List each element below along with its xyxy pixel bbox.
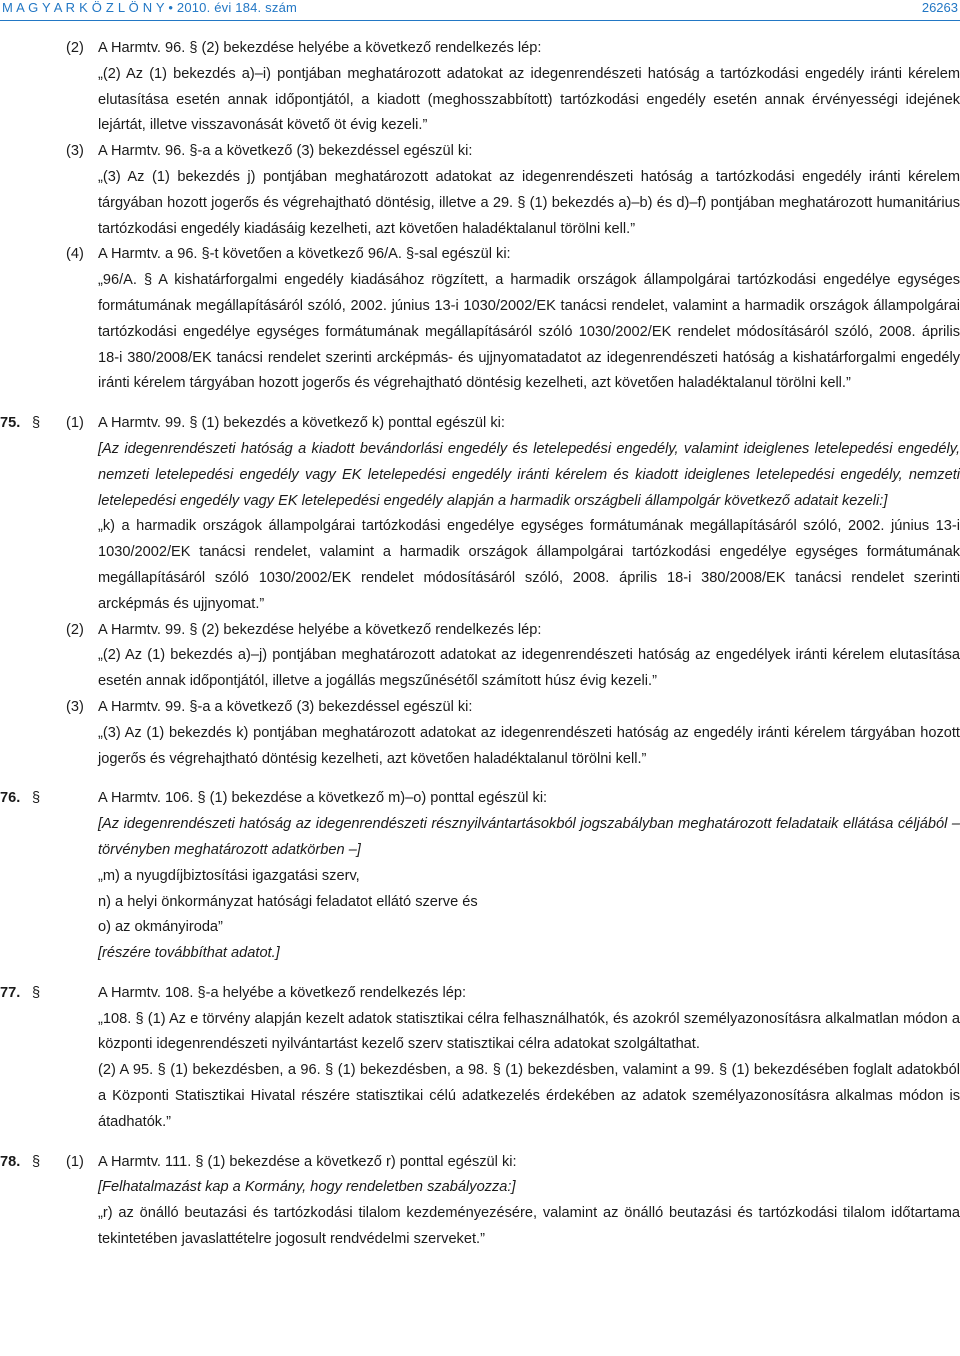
amendment-quote: „k) a harmadik országok állampolgárai tartózkodási engedélye egységes formátumának megállapításáról szóló, 2002. június 13-i 1030/2002/EK tanácsi rendelet, valamint a harmadik országok állampolgárai tartózkodási engedélye egységes formátumának megállapításáról szóló 1030/2002/EK rendelet módosításáról szóló, 2008. április 18-i 380/2008/EK tanácsi rendelet szerinti arcképmás és ujjnyomat.” [98, 518, 960, 612]
context-italic: [Az idegenrendészeti hatóság a kiadott bevándorlási engedély és letelepedési engedély, valamint ideiglenes letelepedési engedély, nemzeti letelepedési engedély vagy EK letelepedési engedély iránti kérelem és kiadott ideiglenes letelepedési engedély, nemzeti letelepedési engedély vagy EK letelepedési engedély alapján a harmadik országbeli állampolgár következő adatait kezeli:] [98, 440, 960, 509]
section-number: 77. [0, 984, 21, 1001]
section-76 [0, 786, 960, 967]
subsection-intro: A Harmtv. 96. §-a a következő (3) bekezdéssel egészül ki: [98, 143, 473, 160]
section-number: 76. [0, 790, 21, 807]
context-italic-closing: [részére továbbíthat adatot.] [98, 945, 280, 962]
subsection-label: (4) [66, 246, 84, 263]
subsection-label: (2) [66, 40, 84, 56]
amendment-quote: „(2) Az (1) bekezdés a)–j) pontjában meghatározott adatokat az idegenrendészeti hatóság az engedélyek iránti kérelem elutasítása esetén annak időpontjától, illetve a jogállás megszűnésétől számított húsz évig kezeli.” [98, 647, 960, 690]
section-sign: § [32, 1153, 41, 1170]
section-75-3 [0, 695, 960, 772]
subsection-intro: A Harmtv. 99. § (1) bekezdés a következő k) ponttal egészül ki: [98, 415, 505, 432]
section-number: 75. [0, 415, 21, 432]
amendment-quote: „r) az önálló beutazási és tartózkodási tilalom kezdeményezésére, valamint az önálló beutazási és tartózkodási tilalom időtartama tekintetében javaslattételre jogosult rendvédelmi szerveket.” [98, 1205, 960, 1248]
context-italic: [Az idegenrendészeti hatóság az idegenrendészeti résznyilvántartásokból jogszabályban meghatározott feladataik ellátása céljából – törvényben meghatározott adatkörben –] [98, 816, 960, 858]
section-intro: A Harmtv. 106. § (1) bekezdése a következő m)–o) ponttal egészül ki: [98, 790, 548, 807]
header-rule [0, 20, 960, 21]
section-75-2 [0, 618, 960, 695]
section-number: 78. [0, 1153, 21, 1170]
section-77 [0, 981, 960, 1136]
subsection-intro: A Harmtv. 99. § (2) bekezdése helyébe a következő rendelkezés lép: [98, 621, 542, 638]
subsection-intro: A Harmtv. 99. §-a a következő (3) bekezdéssel egészül ki: [98, 698, 473, 715]
amendment-quote: „(3) Az (1) bekezdés k) pontjában meghatározott adatokat az idegenrendészeti hatóság az engedély iránti kérelem tárgyában hozott jogerős és végrehajtható döntésig kezelheti, azt követően haladéktalanul törölni kell.” [98, 724, 960, 767]
amendment-quote-2: (2) A 95. § (1) bekezdésben, a 96. § (1) bekezdésben, a 98. § (1) bekezdésben, valamint a 99. § (1) bekezdésében foglalt adatokból a Központi Statisztikai Hivatal részére statisztikai célú adatkezelés érdekében az adatok személyazonosításra alkalmas módon is átadhatók.” [98, 1062, 960, 1130]
subsection-label: (2) [66, 621, 84, 638]
list-item-m: „m) a nyugdíjbiztosítási igazgatási szerv, [98, 867, 360, 884]
section-75 [0, 411, 960, 617]
list-item-o: o) az okmányiroda” [98, 919, 223, 936]
subsection-label: (1) [66, 415, 84, 432]
section-sign: § [32, 984, 41, 1001]
paragraph-74-4 [0, 242, 960, 397]
section-sign: § [32, 415, 41, 432]
amendment-quote: „(2) Az (1) bekezdés a)–i) pontjában meghatározott adatokat az idegenrendészeti hatóság a tartózkodási engedély iránti kérelem elutasítása esetén annak időpontjától, a kiadott (meghosszabbított) tartózkodási engedély esetén annak érvényességi idejének lejártát, illetve visszavonását követő öt évig kezeli.” [98, 65, 960, 134]
subsection-intro: A Harmtv. 111. § (1) bekezdése a következő r) ponttal egészül ki: [98, 1153, 517, 1170]
amendment-quote: „108. § (1) Az e törvény alapján kezelt adatok statisztikai célra felhasználhatók, és azokról személyazonosításra alkalmatlan módon a központi idegenrendészeti nyilvántartást kezelő szerv statisztikai célra adatokat szolgáltathat. [98, 1010, 960, 1053]
subsection-intro: A Harmtv. 96. § (2) bekezdése helyébe a következő rendelkezés lép: [98, 40, 542, 56]
section-sign: § [32, 790, 41, 807]
journal-title: M A G Y A R K Ö Z L Ö N Y • 2010. évi 184. szám [2, 0, 298, 15]
amendment-quote: „96/A. § A kishatárforgalmi engedély kiadásához rögzített, a harmadik országok állampolgárai tartózkodási engedélye egységes formátumának megállapításáról szóló, 2002. június 13-i 1030/2002/EK tanácsi rendelet, valamint a harmadik országok állampolgárai tartózkodási engedélye egységes formátumának megállapításáról szóló 1030/2002/EK rendelet módosításáról szóló, 2008. április 18-i 380/2008/EK tanácsi rendelet szerinti arcképmás- és ujjnyomatadatot az idegenrendészeti hatóság a kishatárforgalmi engedély iránti kérelem tárgyában hozott jogerős és végrehajtható döntésig kezelheti, azt követően haladéktalanul törölni kell.” [98, 272, 960, 392]
subsection-label: (1) [66, 1153, 84, 1170]
document-body [0, 36, 960, 1253]
context-italic: [Felhatalmazást kap a Kormány, hogy rendeletben szabályozza:] [98, 1179, 516, 1196]
page-header [0, 0, 960, 22]
page-number: 26263 [921, 0, 958, 15]
amendment-quote: „(3) Az (1) bekezdés j) pontjában meghatározott adatokat az idegenrendészeti hatóság a tartózkodási engedély iránti kérelem tárgyában hozott jogerős és végrehajtható döntésig, illetve a 29. § (1) bekezdés a)–b) és d)–f) pontjában meghatározott humanitárius tartózkodási engedély kiadásáig kezelheti, azt követően haladéktalanul törölni kell.” [98, 168, 960, 237]
subsection-intro: A Harmtv. a 96. §-t követően a következő 96/A. §-sal egészül ki: [98, 246, 511, 263]
section-intro: A Harmtv. 108. §-a helyébe a következő rendelkezés lép: [98, 984, 467, 1001]
paragraph-74-3 [0, 139, 960, 242]
subsection-label: (3) [66, 698, 84, 715]
paragraph-74-2 [0, 36, 960, 139]
list-item-n: n) a helyi önkormányzat hatósági feladatot ellátó szerve és [98, 893, 478, 910]
subsection-label: (3) [66, 143, 84, 160]
section-78 [0, 1150, 960, 1253]
